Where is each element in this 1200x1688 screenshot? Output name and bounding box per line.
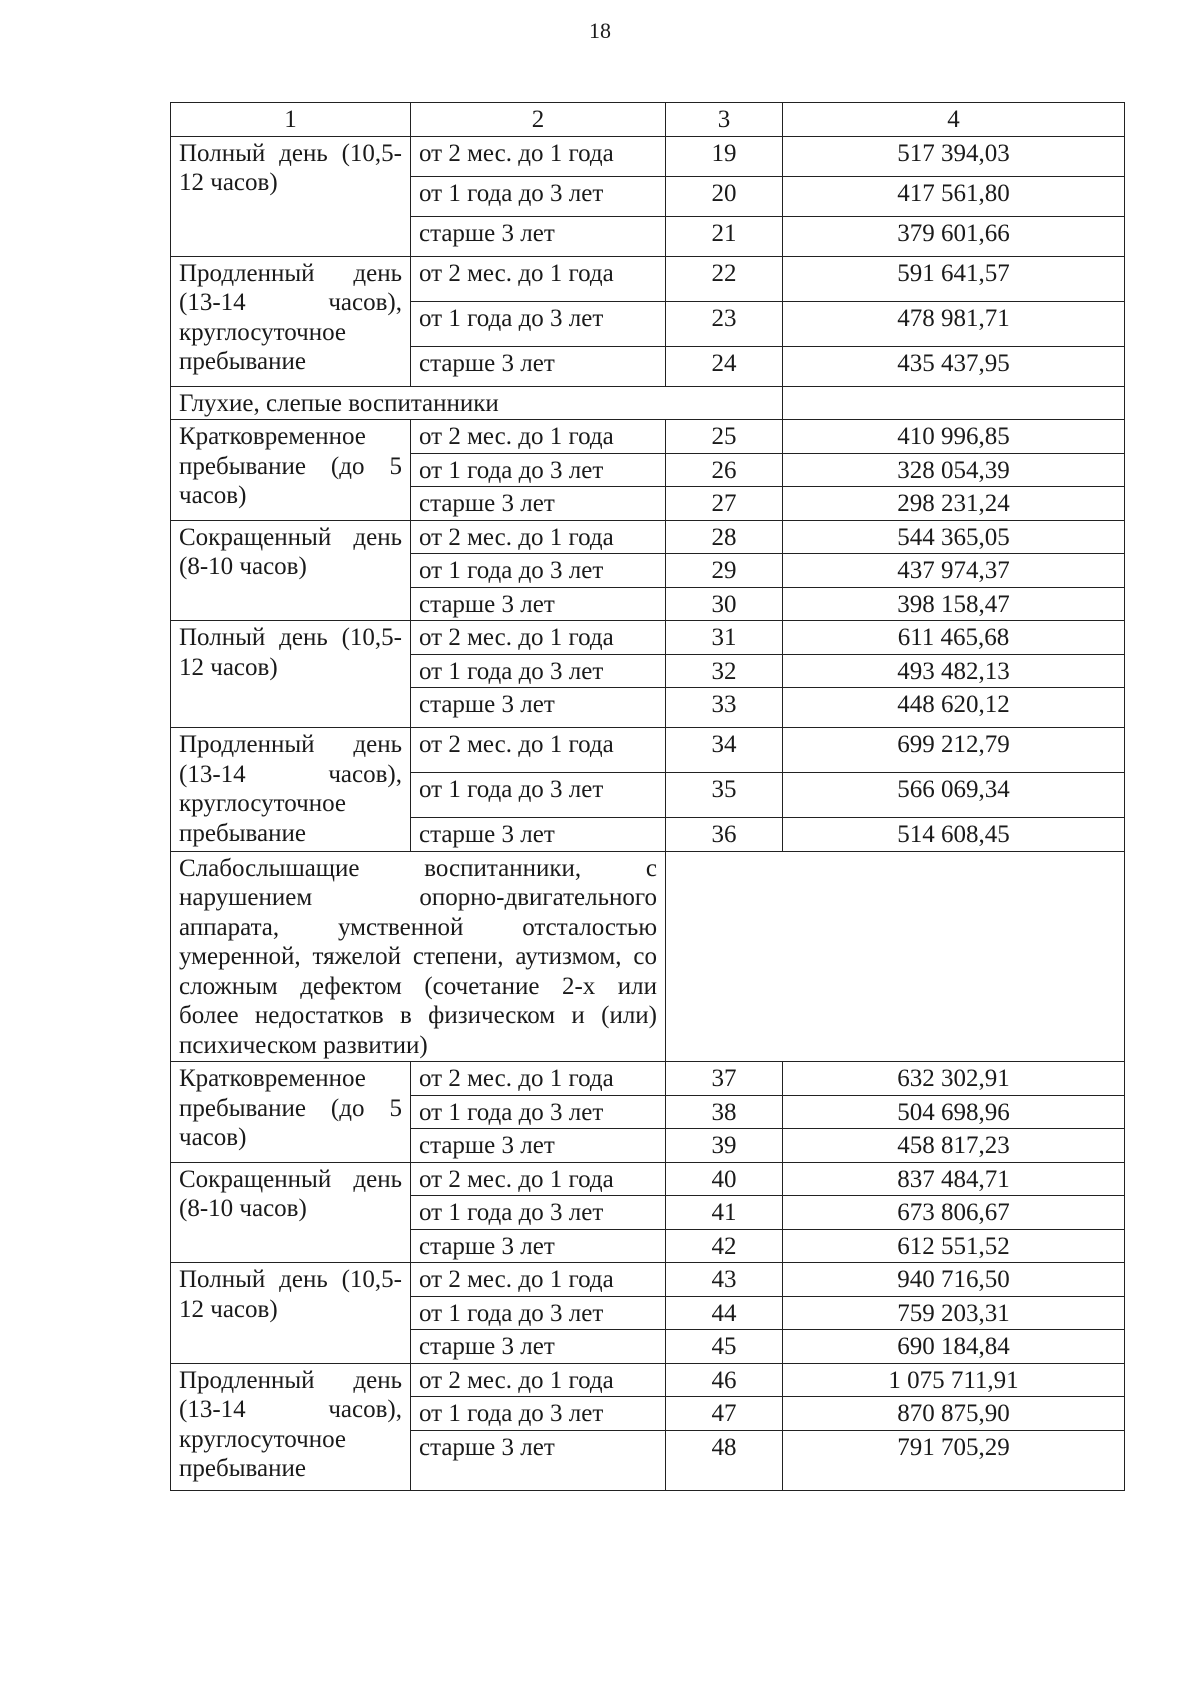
column-header: 3 xyxy=(666,103,783,137)
row-number-cell: 28 xyxy=(666,520,783,554)
value-cell: 544 365,05 xyxy=(783,520,1125,554)
category-cell: Сокращенный день (8-10 часов) xyxy=(171,520,411,621)
row-number-cell: 20 xyxy=(666,176,783,216)
value-cell: 298 231,24 xyxy=(783,487,1125,521)
row-number-cell: 32 xyxy=(666,654,783,688)
value-cell: 673 806,67 xyxy=(783,1196,1125,1230)
row-number-cell: 29 xyxy=(666,554,783,588)
section-heading: Глухие, слепые воспитанники xyxy=(171,386,783,420)
age-cell: от 2 мес. до 1 года xyxy=(411,1363,666,1397)
age-cell: от 1 года до 3 лет xyxy=(411,773,666,818)
age-cell: старше 3 лет xyxy=(411,346,666,386)
age-cell: старше 3 лет xyxy=(411,1229,666,1263)
row-number-cell: 30 xyxy=(666,587,783,621)
row-number-cell: 34 xyxy=(666,728,783,773)
age-cell: от 2 мес. до 1 года xyxy=(411,1263,666,1297)
row-number-cell: 37 xyxy=(666,1062,783,1096)
category-cell: Полный день (10,5-12 часов) xyxy=(171,136,411,256)
section-heading: Слабослышащие воспитанники, с нарушением опорно-двигательного аппарата, умственной отсталостью умеренной, тяжелой степени, аутизмом, со сложным дефектом (сочетание 2-х или более недостатков в физическом и (или) психическом развитии) xyxy=(171,851,666,1062)
table-row xyxy=(171,1363,1125,1397)
value-cell: 478 981,71 xyxy=(783,301,1125,346)
value-cell: 514 608,45 xyxy=(783,818,1125,852)
value-cell: 398 158,47 xyxy=(783,587,1125,621)
section-row xyxy=(171,386,1125,420)
value-cell: 435 437,95 xyxy=(783,346,1125,386)
value-cell: 940 716,50 xyxy=(783,1263,1125,1297)
age-cell: старше 3 лет xyxy=(411,1129,666,1163)
table-header-row xyxy=(171,103,1125,137)
value-cell: 791 705,29 xyxy=(783,1430,1125,1490)
value-cell: 379 601,66 xyxy=(783,216,1125,256)
age-cell: старше 3 лет xyxy=(411,688,666,728)
value-cell: 458 817,23 xyxy=(783,1129,1125,1163)
table-row xyxy=(171,1263,1125,1297)
row-number-cell: 43 xyxy=(666,1263,783,1297)
category-cell: Сокращенный день (8-10 часов) xyxy=(171,1162,411,1263)
row-number-cell: 35 xyxy=(666,773,783,818)
value-cell: 837 484,71 xyxy=(783,1162,1125,1196)
age-cell: от 1 года до 3 лет xyxy=(411,1397,666,1431)
value-cell: 690 184,84 xyxy=(783,1330,1125,1364)
category-cell: Продленный день (13-14 часов), круглосуточное пребывание xyxy=(171,728,411,852)
table-row xyxy=(171,520,1125,554)
empty-cell xyxy=(783,386,1125,420)
age-cell: старше 3 лет xyxy=(411,1430,666,1490)
age-cell: от 2 мес. до 1 года xyxy=(411,136,666,176)
table-row xyxy=(171,1162,1125,1196)
row-number-cell: 42 xyxy=(666,1229,783,1263)
age-cell: от 2 мес. до 1 года xyxy=(411,420,666,454)
value-cell: 328 054,39 xyxy=(783,453,1125,487)
value-cell: 504 698,96 xyxy=(783,1095,1125,1129)
row-number-cell: 38 xyxy=(666,1095,783,1129)
category-cell: Кратковременное пребывание (до 5 часов) xyxy=(171,420,411,521)
age-cell: от 1 года до 3 лет xyxy=(411,554,666,588)
row-number-cell: 44 xyxy=(666,1296,783,1330)
row-number-cell: 40 xyxy=(666,1162,783,1196)
column-header: 2 xyxy=(411,103,666,137)
row-number-cell: 26 xyxy=(666,453,783,487)
table-row xyxy=(171,728,1125,773)
row-number-cell: 22 xyxy=(666,256,783,301)
age-cell: от 1 года до 3 лет xyxy=(411,1196,666,1230)
empty-cell xyxy=(666,851,1125,1062)
value-cell: 759 203,31 xyxy=(783,1296,1125,1330)
value-cell: 611 465,68 xyxy=(783,621,1125,655)
value-cell: 448 620,12 xyxy=(783,688,1125,728)
row-number-cell: 24 xyxy=(666,346,783,386)
age-cell: от 2 мес. до 1 года xyxy=(411,520,666,554)
row-number-cell: 23 xyxy=(666,301,783,346)
tariff-table xyxy=(170,102,1125,1491)
age-cell: старше 3 лет xyxy=(411,1330,666,1364)
age-cell: старше 3 лет xyxy=(411,487,666,521)
age-cell: от 2 мес. до 1 года xyxy=(411,728,666,773)
category-cell: Продленный день (13-14 часов), круглосуточное пребывание xyxy=(171,256,411,386)
table-row xyxy=(171,136,1125,176)
category-cell: Полный день (10,5-12 часов) xyxy=(171,1263,411,1364)
value-cell: 632 302,91 xyxy=(783,1062,1125,1096)
value-cell: 612 551,52 xyxy=(783,1229,1125,1263)
section-row xyxy=(171,851,1125,1062)
age-cell: от 1 года до 3 лет xyxy=(411,453,666,487)
age-cell: от 1 года до 3 лет xyxy=(411,301,666,346)
category-cell: Полный день (10,5-12 часов) xyxy=(171,621,411,728)
value-cell: 591 641,57 xyxy=(783,256,1125,301)
age-cell: от 1 года до 3 лет xyxy=(411,176,666,216)
value-cell: 566 069,34 xyxy=(783,773,1125,818)
row-number-cell: 45 xyxy=(666,1330,783,1364)
category-cell: Кратковременное пребывание (до 5 часов) xyxy=(171,1062,411,1163)
row-number-cell: 27 xyxy=(666,487,783,521)
value-cell: 699 212,79 xyxy=(783,728,1125,773)
table-row xyxy=(171,1062,1125,1096)
category-cell: Продленный день (13-14 часов), круглосуточное пребывание xyxy=(171,1363,411,1490)
row-number-cell: 21 xyxy=(666,216,783,256)
age-cell: от 2 мес. до 1 года xyxy=(411,621,666,655)
table-row xyxy=(171,420,1125,454)
row-number-cell: 25 xyxy=(666,420,783,454)
age-cell: от 2 мес. до 1 года xyxy=(411,1162,666,1196)
value-cell: 417 561,80 xyxy=(783,176,1125,216)
row-number-cell: 36 xyxy=(666,818,783,852)
age-cell: от 1 года до 3 лет xyxy=(411,654,666,688)
value-cell: 437 974,37 xyxy=(783,554,1125,588)
row-number-cell: 47 xyxy=(666,1397,783,1431)
value-cell: 410 996,85 xyxy=(783,420,1125,454)
age-cell: от 1 года до 3 лет xyxy=(411,1296,666,1330)
table-row xyxy=(171,621,1125,655)
row-number-cell: 31 xyxy=(666,621,783,655)
row-number-cell: 39 xyxy=(666,1129,783,1163)
value-cell: 517 394,03 xyxy=(783,136,1125,176)
age-cell: от 2 мес. до 1 года xyxy=(411,256,666,301)
row-number-cell: 48 xyxy=(666,1430,783,1490)
page-number: 18 xyxy=(589,18,611,43)
value-cell: 493 482,13 xyxy=(783,654,1125,688)
row-number-cell: 46 xyxy=(666,1363,783,1397)
column-header: 1 xyxy=(171,103,411,137)
table-row xyxy=(171,256,1125,301)
age-cell: от 2 мес. до 1 года xyxy=(411,1062,666,1096)
row-number-cell: 41 xyxy=(666,1196,783,1230)
value-cell: 870 875,90 xyxy=(783,1397,1125,1431)
column-header: 4 xyxy=(783,103,1125,137)
row-number-cell: 33 xyxy=(666,688,783,728)
age-cell: старше 3 лет xyxy=(411,216,666,256)
row-number-cell: 19 xyxy=(666,136,783,176)
age-cell: старше 3 лет xyxy=(411,818,666,852)
age-cell: старше 3 лет xyxy=(411,587,666,621)
age-cell: от 1 года до 3 лет xyxy=(411,1095,666,1129)
value-cell: 1 075 711,91 xyxy=(783,1363,1125,1397)
